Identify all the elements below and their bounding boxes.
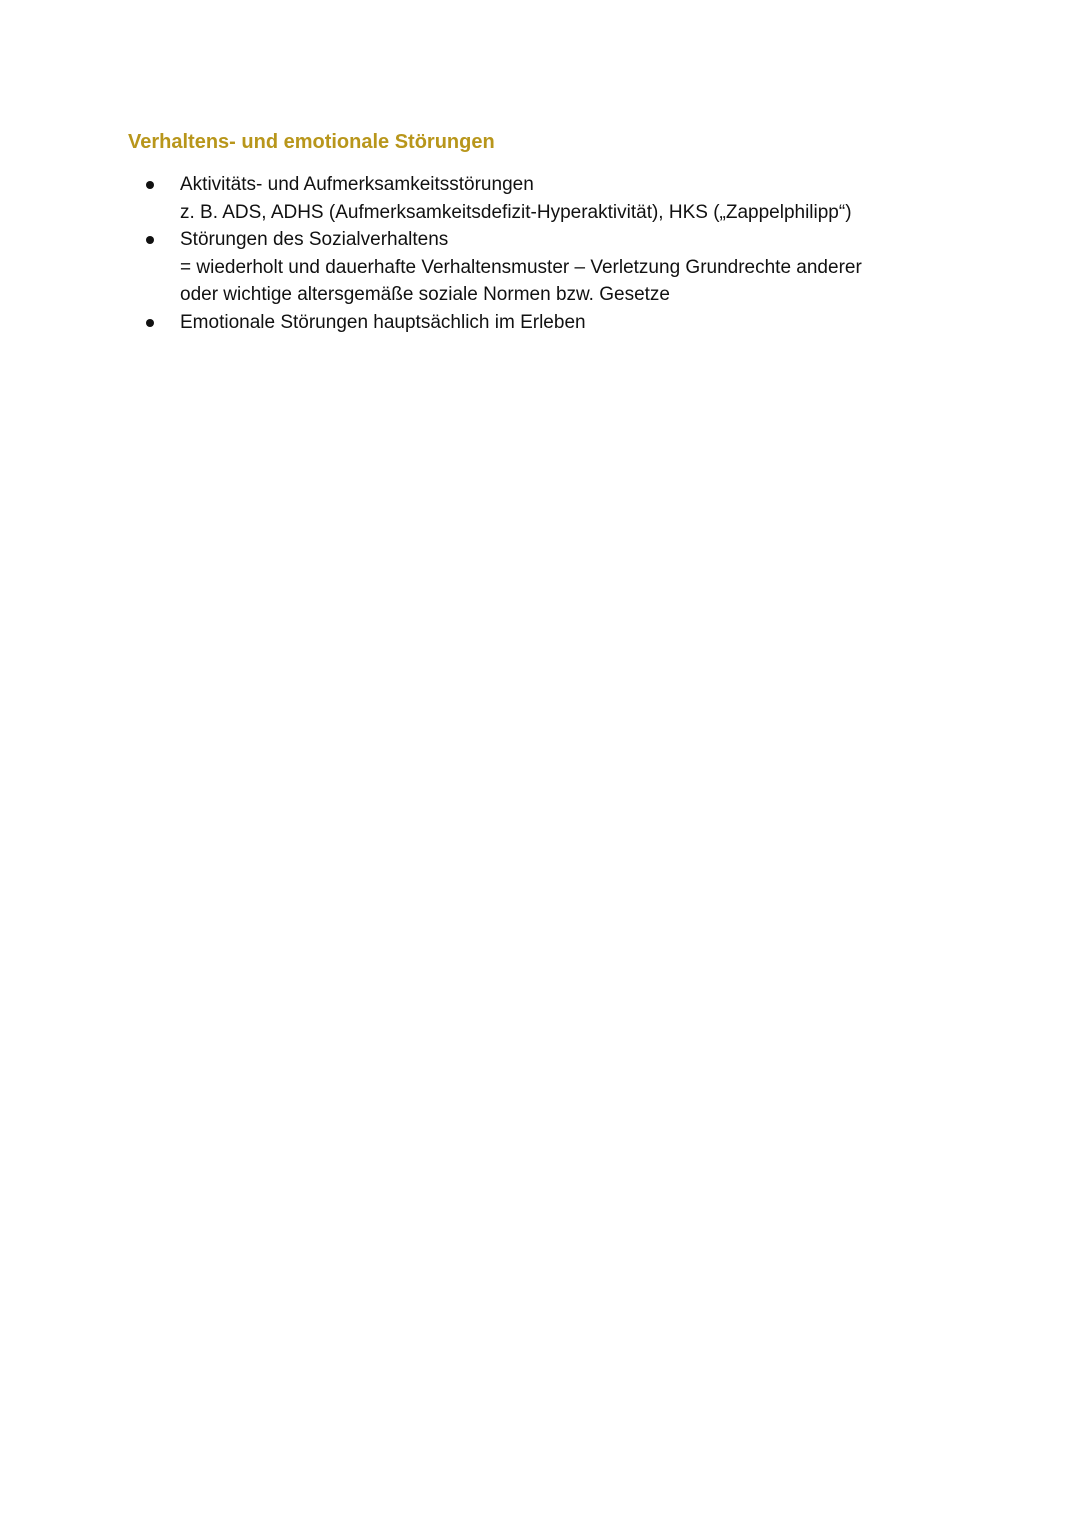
- list-item: [0, 309, 862, 337]
- bullet-icon: [146, 319, 154, 327]
- list-item: [0, 226, 862, 309]
- list-item-line: z. B. ADS, ADHS (Aufmerksamkeitsdefizit-Hyperaktivität), HKS („Zappelphilipp“): [180, 201, 852, 223]
- list-item-line: oder wichtige altersgemäße soziale Normen bzw. Gesetze: [180, 284, 671, 305]
- list-item-line: Aktivitäts- und Aufmerksamkeitsstörungen: [180, 174, 534, 195]
- section-heading: Verhaltens- und emotionale Störungen: [128, 131, 495, 153]
- list-item-line: Emotionale Störungen hauptsächlich im Erleben: [180, 311, 586, 333]
- list-item: [0, 171, 862, 226]
- list-item-line: Störungen des Sozialverhaltens: [180, 229, 449, 250]
- bullet-list: [0, 171, 862, 336]
- bullet-icon: [146, 236, 154, 244]
- list-item-line: = wiederholt und dauerhafte Verhaltensmuster – Verletzung Grundrechte anderer: [180, 256, 862, 278]
- bullet-icon: [146, 181, 154, 189]
